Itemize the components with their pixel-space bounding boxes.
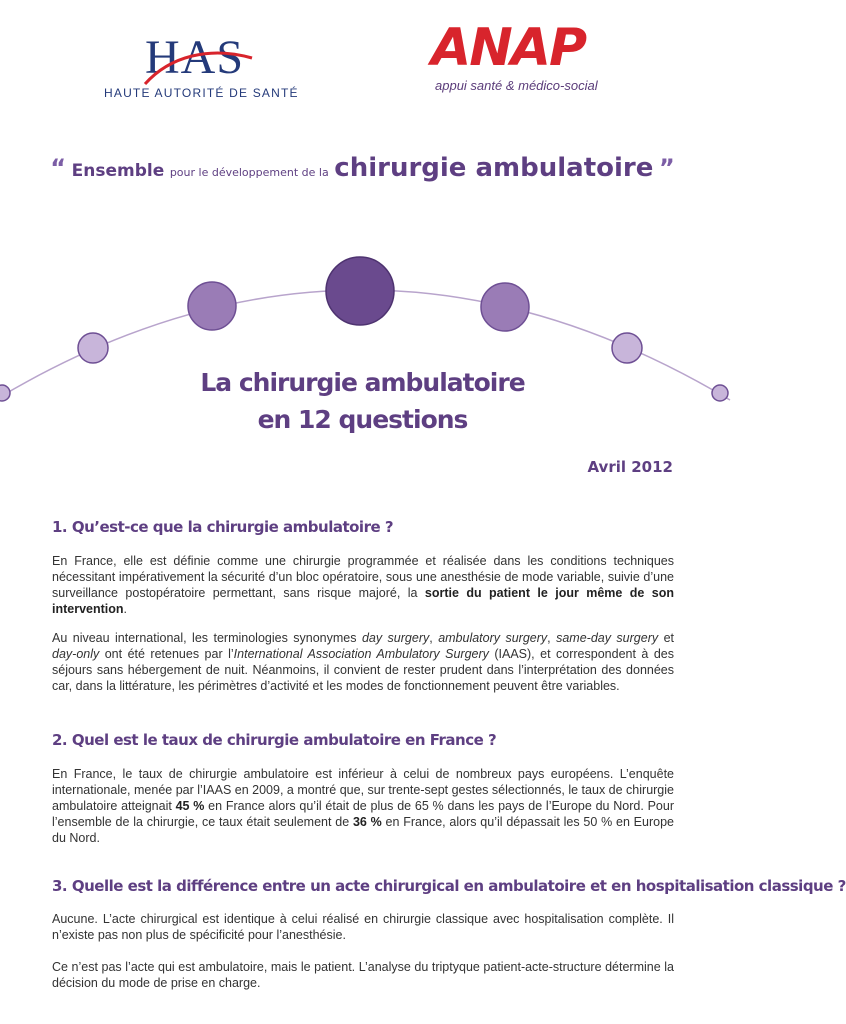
text-run: Ce n’est pas l’acte qui est ambulatoire, mais le patient. L’analyse du triptyque patient-acte-structure détermine la décision du mode de prise en charge. <box>52 960 674 990</box>
arc-circle-inner-left <box>188 282 236 330</box>
tagline-close-quote: ” <box>658 154 675 182</box>
emphasis-text: 45 % <box>175 799 205 813</box>
text-run: Au niveau international, les terminologies synonymes <box>52 631 362 645</box>
publication-date: Avril 2012 <box>587 458 673 476</box>
text-run: . <box>123 602 128 616</box>
italic-term: International Association Ambulatory Surgery <box>233 647 489 661</box>
arc-circle-inner-right <box>481 283 529 331</box>
text-run: en France alors qu’il était de plus de 65 % dans les pays de l’Europe du Nord. Pour l’ensemble de la chirurgie, ce taux était seulement de <box>52 799 674 829</box>
page-title-line-2: en 12 questions <box>257 405 468 434</box>
tagline-middle: pour le développement de la <box>169 166 329 179</box>
page-title-line-1: La chirurgie ambulatoire <box>200 368 525 397</box>
has-logo-letters: HAS <box>145 31 245 84</box>
anap-logo <box>425 18 655 98</box>
tagline <box>0 153 725 183</box>
section-2-title: 2. Quel est le taux de chirurgie ambulatoire en France ? <box>52 731 497 749</box>
text-run: en France, alors qu’il dépassait les 50 % en Europe du Nord. <box>52 815 674 845</box>
anap-logo-letters: ANAP <box>431 18 586 78</box>
tagline-word-ensemble: Ensemble <box>71 161 165 181</box>
italic-term: day surgery <box>361 631 430 645</box>
text-run: et <box>658 631 675 645</box>
emphasis-text: 36 % <box>352 815 382 829</box>
page-title <box>0 364 725 438</box>
section-1-title: 1. Qu’est-ce que la chirurgie ambulatoire ? <box>52 518 394 536</box>
text-run: Aucune. L’acte chirurgical est identique à celui réalisé en chirurgie classique avec hospitalisation complète. Il n’existe pas non plus de spécificité pour l’anesthésie. <box>52 912 674 942</box>
has-logo-subtitle: HAUTE AUTORITÉ DE SANTÉ <box>104 86 299 100</box>
text-run: En France, le taux de chirurgie ambulatoire est inférieur à celui de nombreux pays européens. L’enquête internationale, menée par l’IAAS en 2009, a montré que, sur trente-sept gestes sélectionnés, le taux de chirurgie ambulatoire atteignait <box>52 767 674 813</box>
arc-circle-left <box>78 333 108 363</box>
text-run: , <box>547 631 557 645</box>
section-1-paragraph-2 <box>52 630 674 694</box>
text-run: , <box>429 631 439 645</box>
section-2-paragraph-1 <box>52 766 674 846</box>
text-run: En France, elle est définie comme une chirurgie programmée et réalisée dans les conditions techniques nécessitant impérativement la sécurité d’un bloc opératoire, sous une anesthésie de mode variable, suivie d’une surveillance postopératoire permettant, sans risque majoré, la <box>52 554 674 600</box>
section-3-title: 3. Quelle est la différence entre un acte chirurgical en ambulatoire et en hospitalisation classique ? <box>52 877 846 895</box>
tagline-open-quote: “ <box>50 154 67 182</box>
section-3-paragraph-1 <box>52 911 674 943</box>
has-logo <box>100 28 300 108</box>
section-3-paragraph-2 <box>52 959 674 991</box>
emphasis-text: sortie du patient le jour même de son intervention <box>52 586 674 616</box>
tagline-keyword: chirurgie ambulatoire <box>334 153 654 183</box>
section-1-paragraph-1 <box>52 553 674 617</box>
text-run: ont été retenues par l’ <box>99 647 234 661</box>
italic-term: ambulatory surgery <box>438 631 548 645</box>
arc-circle-right <box>612 333 642 363</box>
text-run: (IAAS), et correspondent à des séjours sans hébergement de nuit. Néanmoins, il convient de rester prudent dans l’interprétation des données car, dans la littérature, les périmètres d’activité et les modes de fonctionnement peuvent être variables. <box>52 647 675 693</box>
italic-term: same-day surgery <box>556 631 659 645</box>
italic-term: day-only <box>52 647 100 661</box>
arc-circle-center <box>326 257 394 325</box>
anap-logo-subtitle: appui santé & médico-social <box>435 78 598 93</box>
